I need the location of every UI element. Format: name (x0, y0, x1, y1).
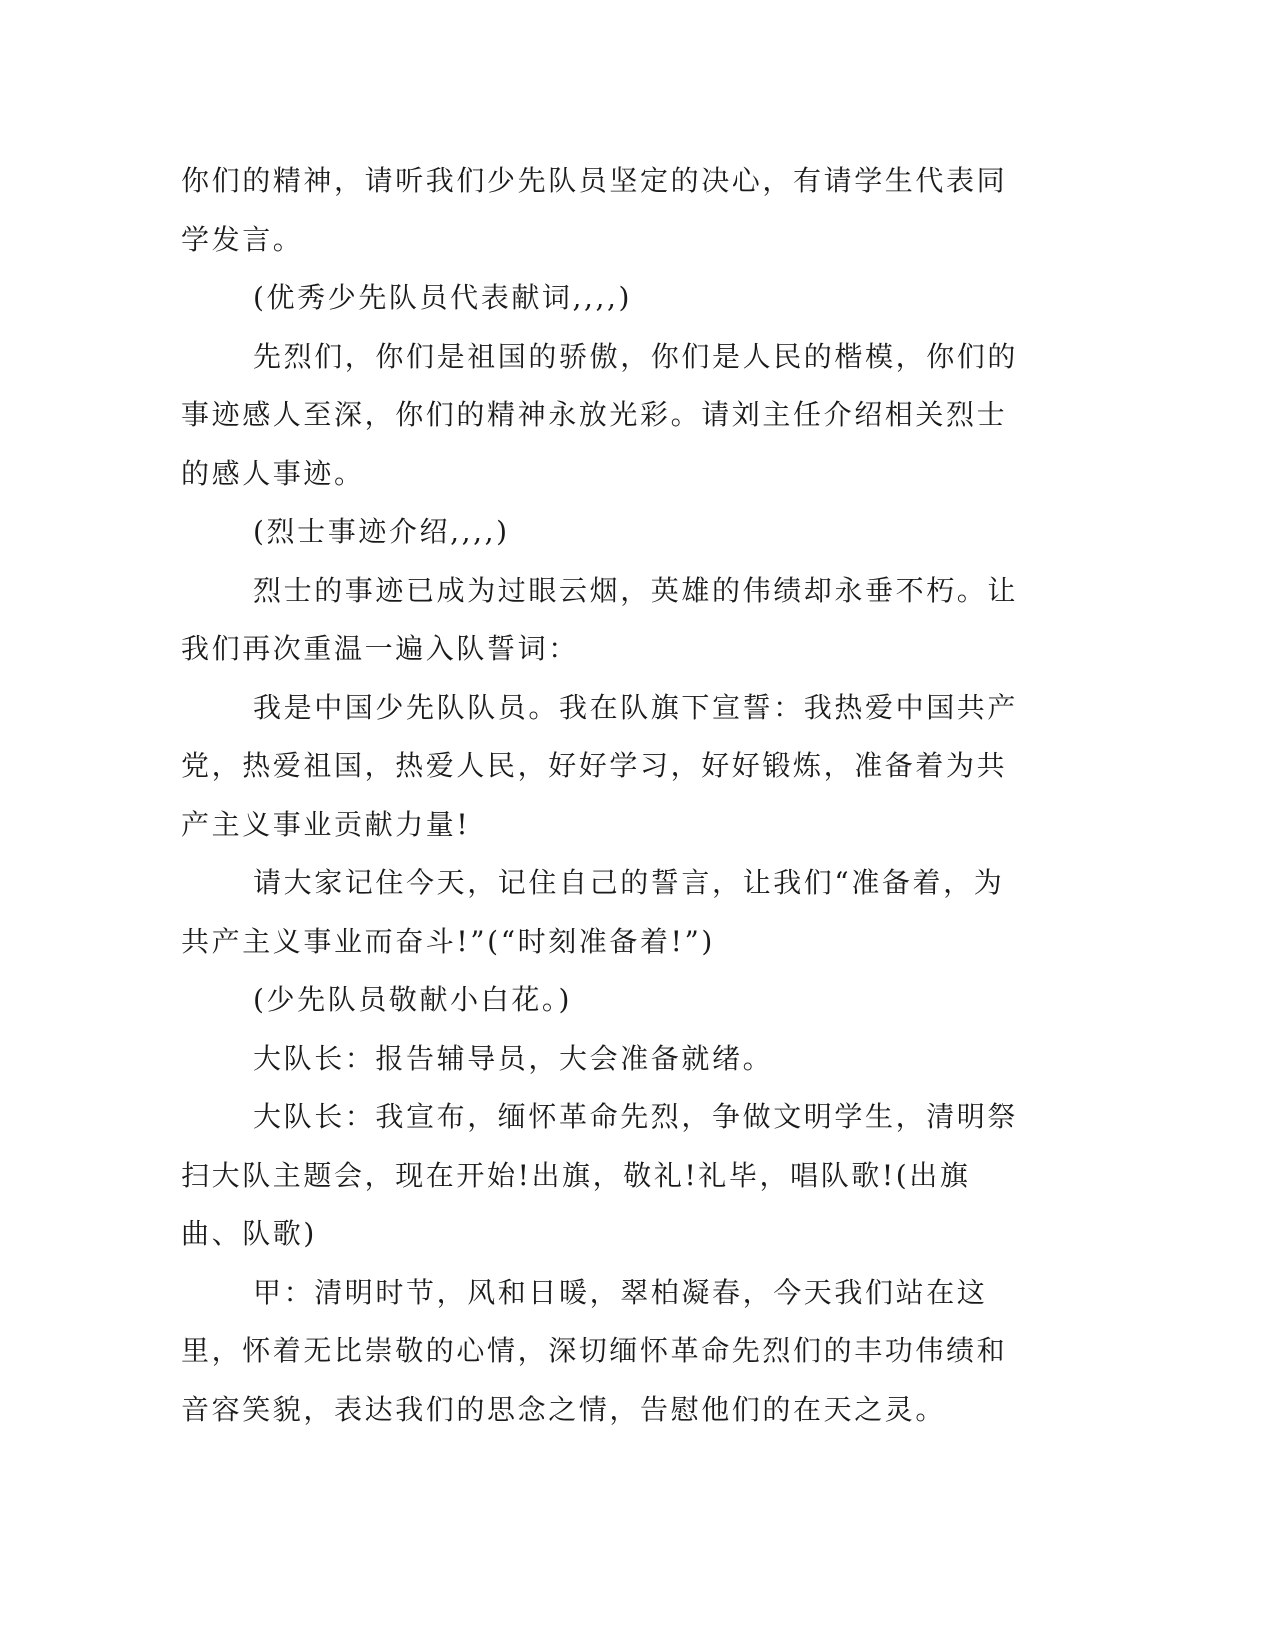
paragraph-11: 甲：清明时节，风和日暖，翠柏凝春，今天我们站在这里，怀着无比崇敬的心情，深切缅怀革命先烈们的丰功伟绩和音容笑貌，表达我们的思念之情，告慰他们的在天之灵。 (181, 1275, 1008, 1426)
paragraph-7: 请大家记住今天，记住自己的誓言，让我们“准备着，为共产主义事业而奋斗!”(“时刻准备着!”) (181, 866, 1005, 958)
paragraph-5: 烈士的事迹已成为过眼云烟，英雄的伟绩却永垂不朽。让我们再次重温一遍入队誓词： (181, 573, 1019, 665)
paragraph-3: 先烈们，你们是祖国的骄傲，你们是人民的楷模，你们的事迹感人至深，你们的精神永放光彩。请刘主任介绍相关烈士的感人事迹。 (181, 339, 1019, 490)
paragraph-1: 你们的精神，请听我们少先队员坚定的决心，有请学生代表同学发言。 (181, 164, 1008, 256)
paragraph-4: (烈士事迹介绍,,,,) (253, 515, 510, 548)
paragraph-6: 我是中国少先队队员。我在队旗下宣誓：我热爱中国共产党，热爱祖国，热爱人民，好好学习，好好锻炼，准备着为共产主义事业贡献力量! (181, 690, 1019, 841)
paragraph-8: (少先队员敬献小白花。) (253, 983, 573, 1016)
document-body (181, 152, 1031, 1439)
paragraph-2: (优秀少先队员代表献词,,,,) (253, 281, 633, 314)
paragraph-9: 大队长：报告辅导员，大会准备就绪。 (253, 1041, 774, 1075)
paragraph-10: 大队长：我宣布，缅怀革命先烈，争做文明学生，清明祭扫大队主题会，现在开始!出旗，敬礼!礼毕，唱队歌!(出旗曲、队歌) (181, 1100, 1019, 1250)
